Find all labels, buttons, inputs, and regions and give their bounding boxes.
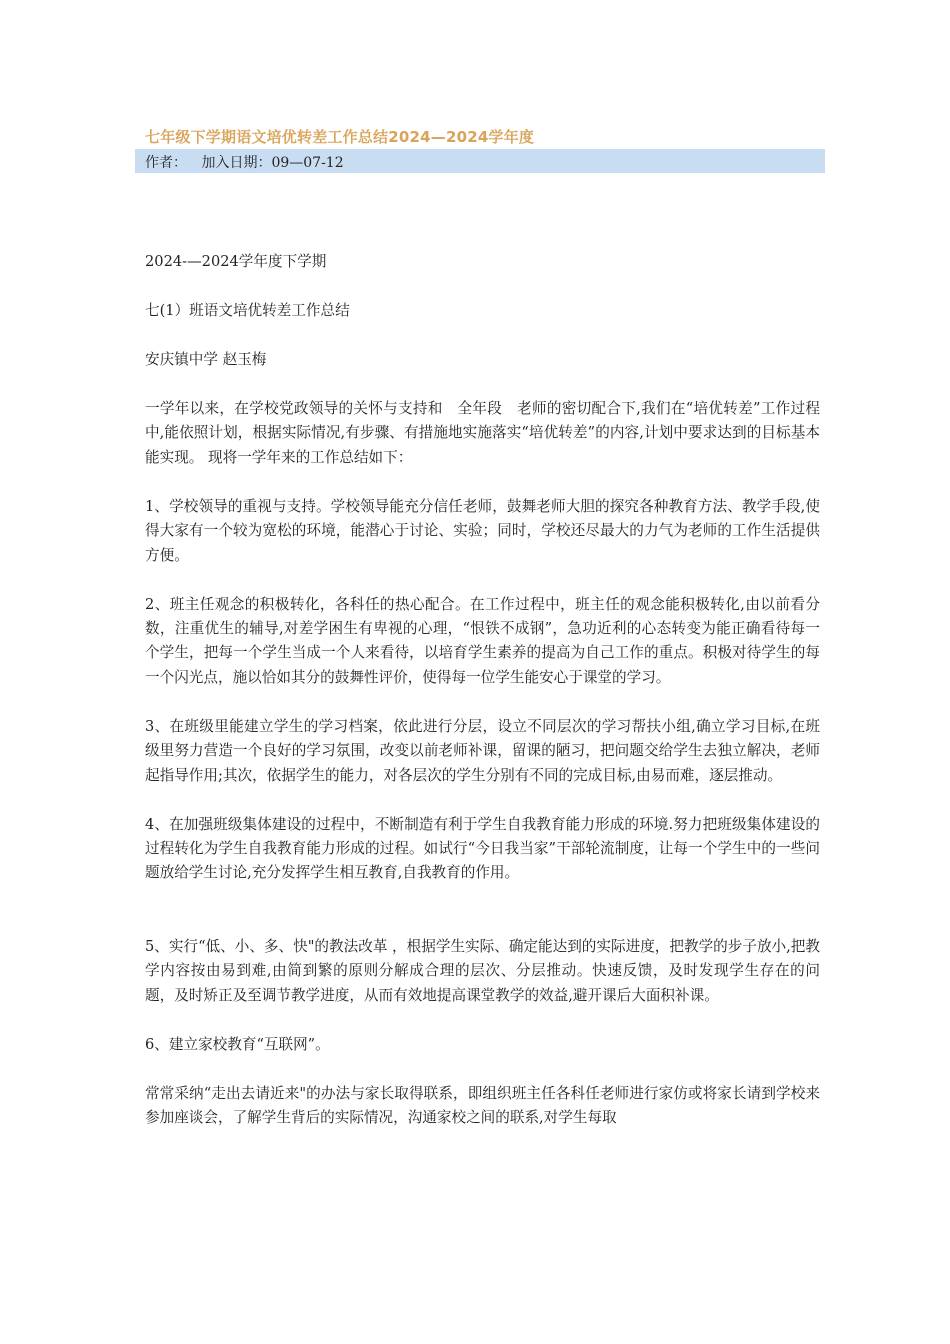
document-title: 七年级下学期语文培优转差工作总结2024—2024学年度 [145, 128, 535, 146]
paragraph-6: 6、建立家校教育“互联网”。 [145, 1035, 330, 1053]
author-label: 作者： [145, 155, 187, 171]
subtitle-term: 2024-—2024学年度下学期 [145, 253, 327, 270]
paragraph-6-body: 常常采纳“走出去请近来"的办法与家长取得联系，即组织班主任各科任老师进行家仿或将家长请到学校来参加座谈会，了解学生背后的实际情况，沟通家校之间的联系,对学生每取 [145, 1084, 820, 1127]
document-body [145, 250, 820, 1155]
paragraph-intro: 一学年以来，在学校党政领导的关怀与支持和 全年段 老师的密切配合下,我们在“培优转差”工作过程中,能依照计划，根据实际情况,有步骤、有措施地实施落实“培优转差”的内容,计划中要求达到的目标基本能实现。 现将一学年来的工作总结如下： [145, 400, 820, 466]
paragraph-2: 2、班主任观念的积极转化，各科任的热心配合。在工作过程中，班主任的观念能积极转化,由以前看分数，注重优生的辅导,对差学困生有卑视的心理，“恨铁不成钢”，急功近利的心态转变为能正确看待每一个学生，把每一个学生当成一个人来看待，以培育学生素养的提高为自己工作的重点。积极对待学生的每一个闪光点，施以恰如其分的鼓舞性评价，使得每一位学生能安心于课堂的学习。 [145, 595, 820, 686]
author-line: 安庆镇中学 赵玉梅 [145, 351, 267, 368]
meta-info [145, 152, 354, 172]
paragraph-5: 5、实行“低、小、多、快"的教法改革 ，根据学生实际、确定能达到的实际进度，把教学的步子放小,把教学内容按由易到难,由简到繁的原则分解成合理的层次、分层推动。快速反馈，及时发现学生存在的问题，及时矫正及至调节教学进度，从而有效地提高课堂教学的效益,避开课后大面积补课。 [145, 937, 820, 1004]
paragraph-1: 1、学校领导的重视与支持。学校领导能充分信任老师，鼓舞老师大胆的探究各种教育方法、教学手段,使得大家有一个较为宽松的环境，能潜心于讨论、实验；同时，学校还尽最大的力气为老师的工作生活提供方便。 [145, 497, 820, 564]
subtitle-class: 七(1）班语文培优转差工作总结 [145, 302, 350, 319]
meta-bar [135, 149, 825, 173]
paragraph-3: 3、在班级里能建立学生的学习档案，依此进行分层，设立不同层次的学习帮扶小组,确立学习目标,在班级里努力营造一个良好的学习氛围，改变以前老师补课，留课的陋习，把问题交给学生去独立解决，老师起指导作用;其次，依据学生的能力，对各层次的学生分别有不同的完成目标,由易而难，逐层推动。 [145, 717, 820, 784]
date-label: 加入日期：09—07-12 [201, 155, 344, 171]
paragraph-4: 4、在加强班级集体建设的过程中，不断制造有利于学生自我教育能力形成的环境.努力把班级集体建设的过程转化为学生自我教育能力形成的过程。如试行“今日我当家”干部轮流制度，让每一个学生中的一些问题放给学生讨论,充分发挥学生相互教育,自我教育的作用。 [145, 815, 820, 882]
